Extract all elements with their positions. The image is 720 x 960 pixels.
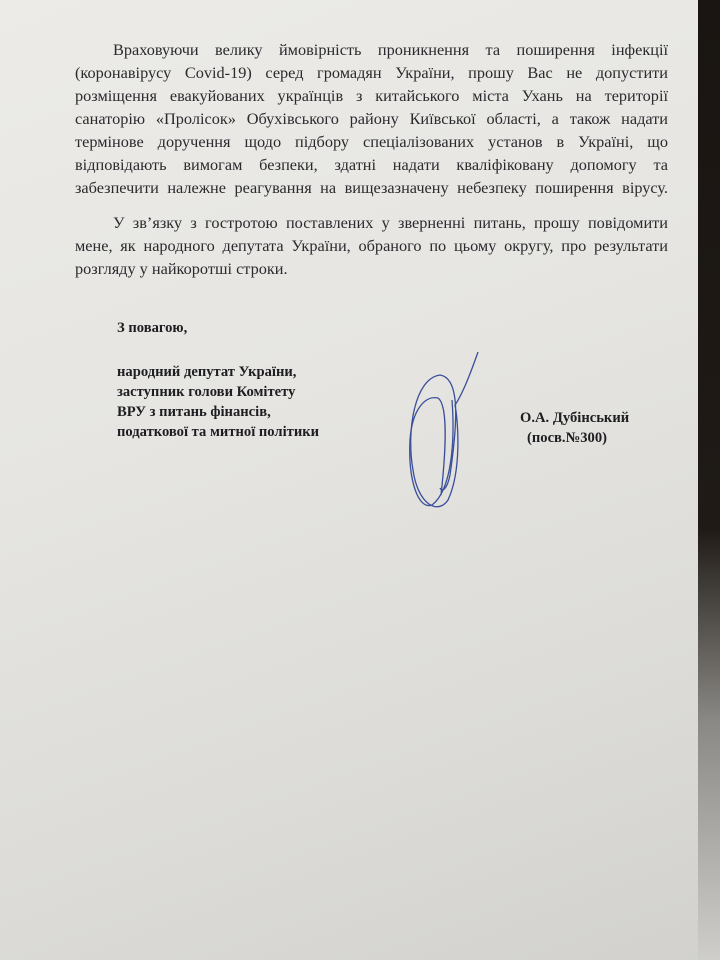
text-line: розміщення евакуйованих українців з китайського міста Ухань на території: [75, 86, 668, 105]
text-line: розгляду у найкоротші строки.: [75, 259, 288, 278]
text-line: забезпечити належне реагування на вищезазначену небезпеку поширення вірусу.: [75, 178, 668, 197]
text-line: термінове доручення щодо підбору спеціалізованих установ в Україні, що: [75, 132, 668, 151]
text-line: відповідають вимогам безпеки, здатні надати кваліфіковану допомогу та: [75, 155, 668, 174]
signatory-credential: (посв.№300): [527, 430, 607, 446]
position-line: ВРУ з питань фінансів,: [117, 404, 271, 420]
position-line: податкової та митної політики: [117, 424, 320, 440]
salutation: З повагою,: [117, 320, 188, 336]
text-line: мене, як народного депутата України, обраного по цьому округу, про результати: [75, 236, 668, 255]
position-line: народний депутат України,: [117, 364, 297, 380]
text-line: (коронавірусу Covid-19) серед громадян України, прошу Вас не допустити: [75, 63, 668, 82]
position-line: заступник голови Комітету: [117, 384, 296, 400]
text-line: санаторію «Пролісок» Обухівського району Київської області, а також надати: [75, 109, 668, 128]
signatory-name: О.А. Дубінський: [520, 410, 630, 426]
text-line: У зв’язку з гостротою поставлених у зверненні питань, прошу повідомити: [113, 213, 668, 232]
text-line: Враховуючи велику ймовірність проникнення та поширення інфекції: [113, 40, 668, 59]
